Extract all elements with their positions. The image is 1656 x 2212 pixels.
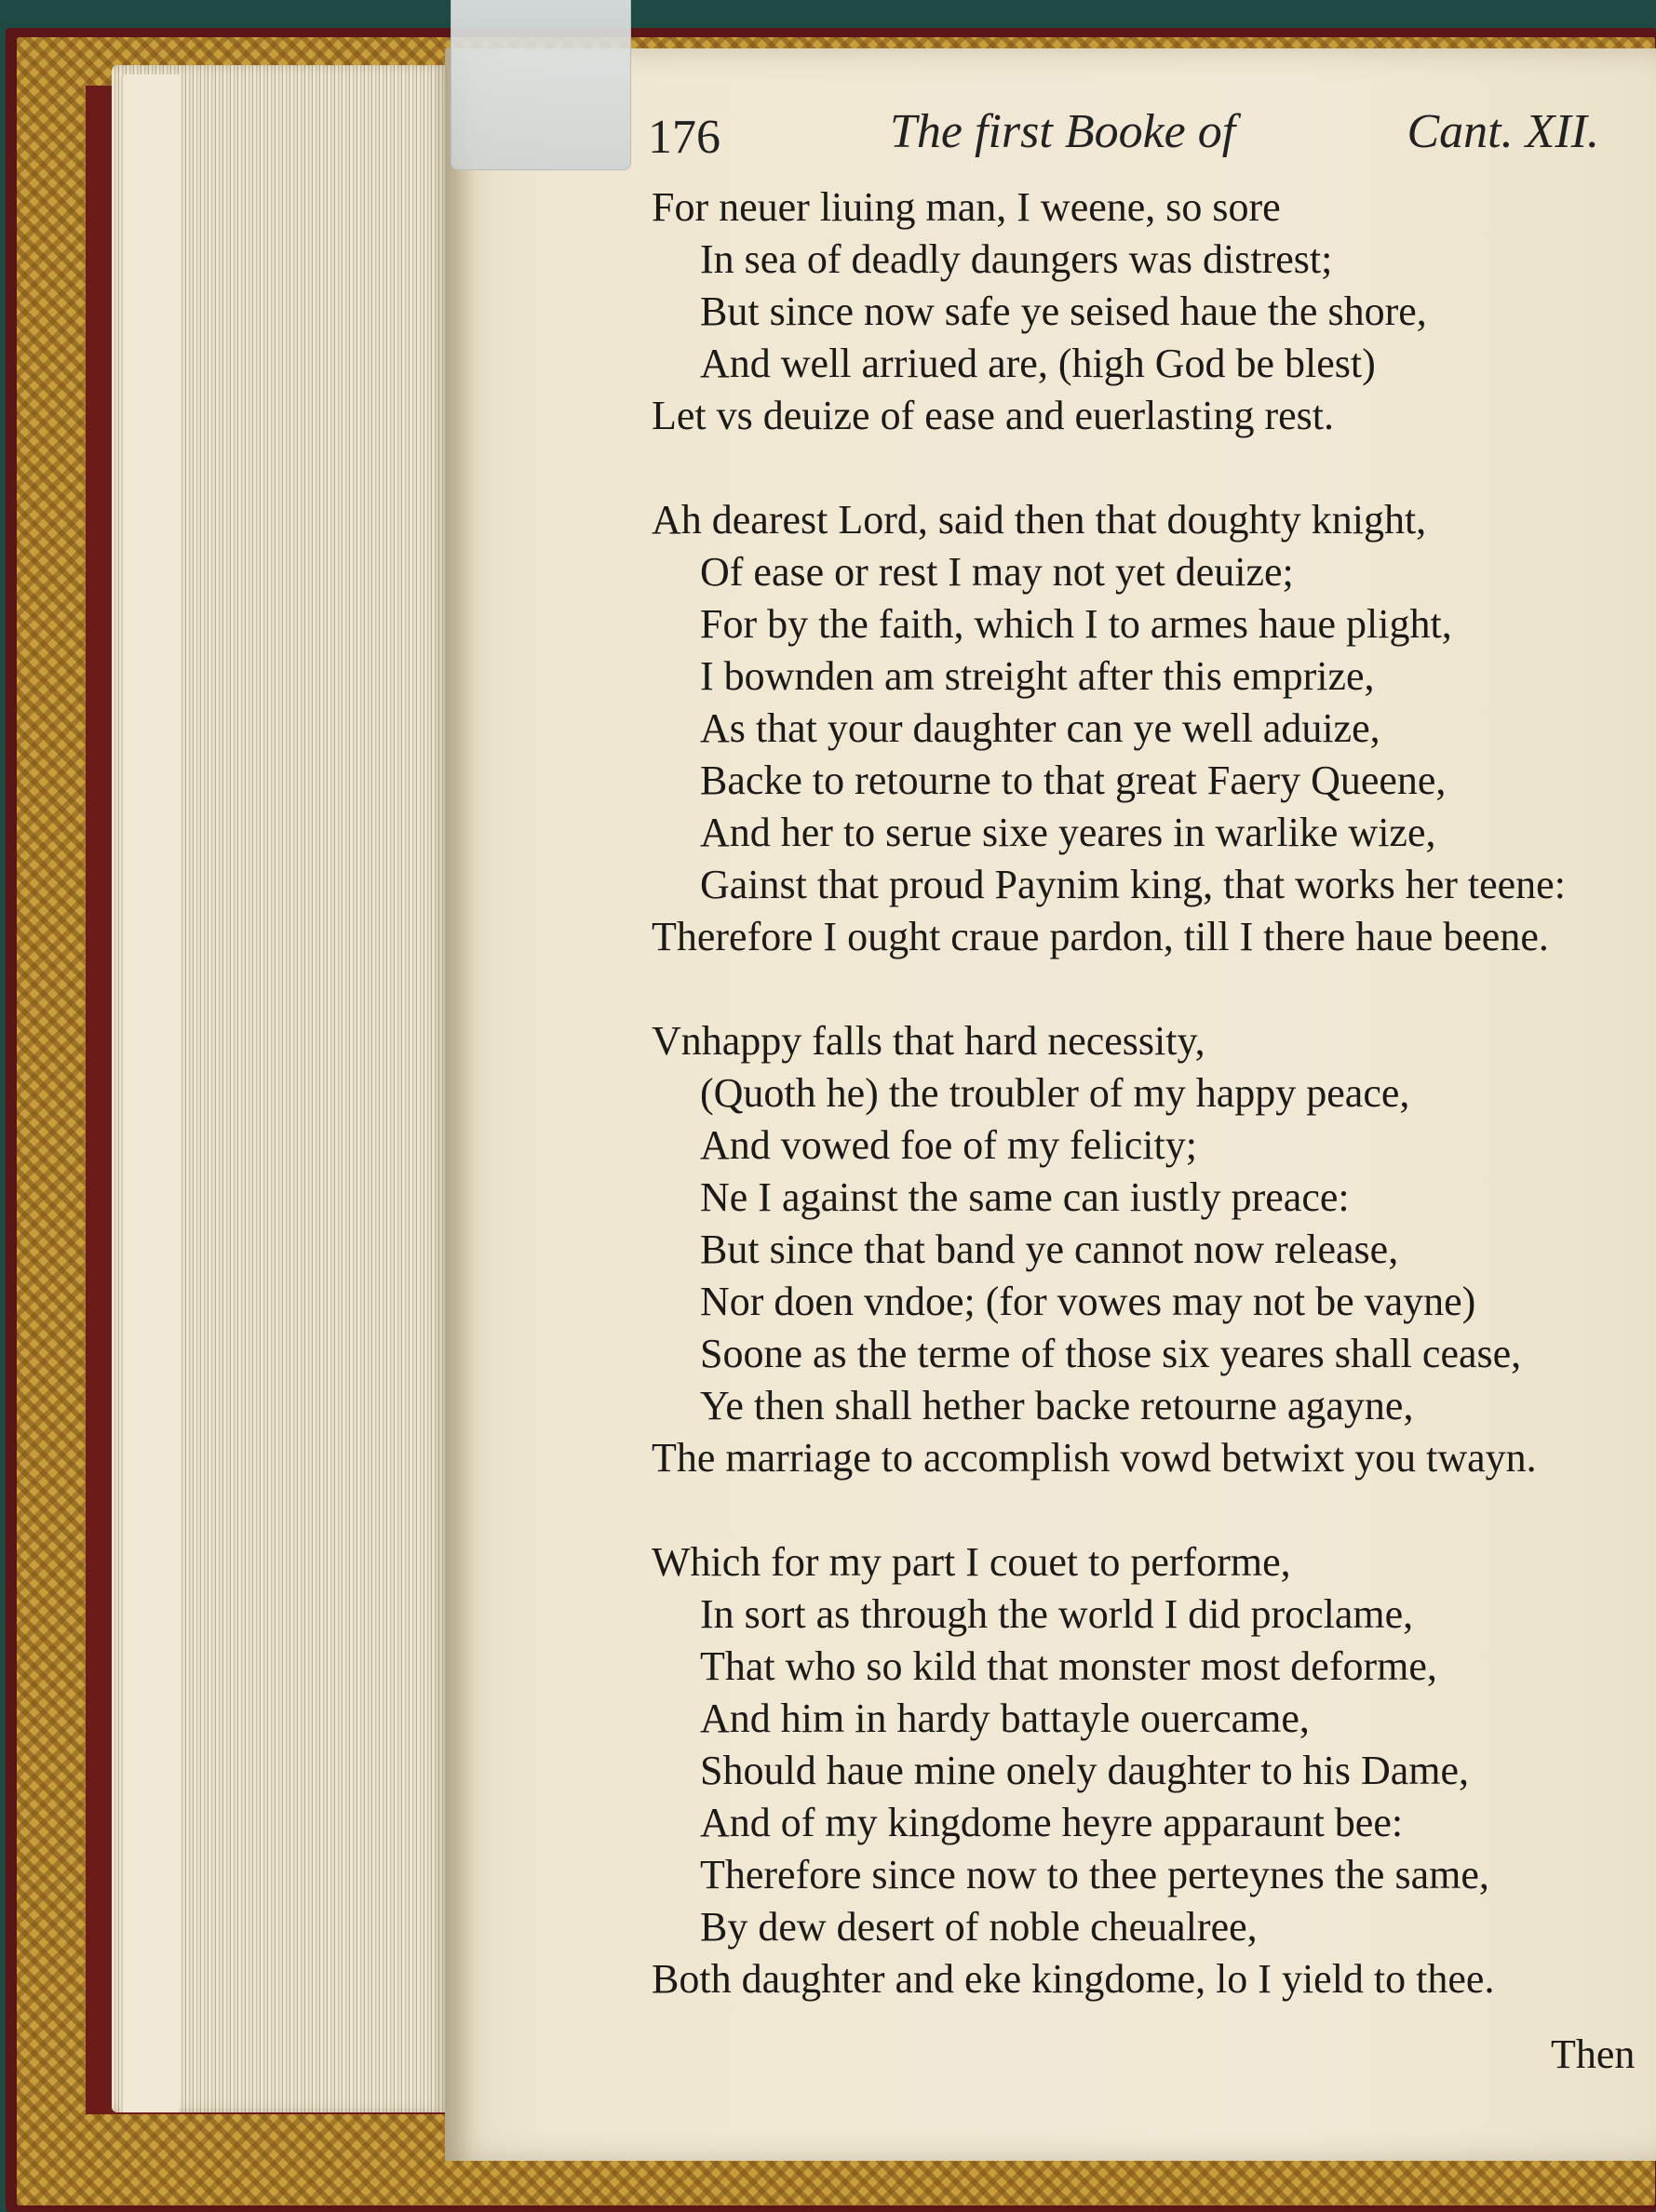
verse-line: Therefore I ought craue pardon, till I there haue beene. <box>652 914 1549 959</box>
verse-line: And of my kingdome heyre apparaunt bee: <box>700 1800 1404 1845</box>
verse-line: But since that band ye cannot now release, <box>700 1227 1399 1272</box>
page-clip <box>451 0 631 170</box>
verse-line: Which for my part I couet to performe, <box>652 1539 1291 1585</box>
verse-line: Nor doen vndoe; (for vowes may not be vayne) <box>700 1279 1476 1324</box>
verse-line: And him in hardy battayle ouercame, <box>700 1696 1310 1741</box>
verse-line: The marriage to accomplish vowd betwixt you twayn. <box>652 1435 1537 1481</box>
verse-line: In sea of deadly daungers was distrest; <box>700 236 1333 282</box>
verse-line: Ne I against the same can iustly preace: <box>700 1174 1350 1220</box>
verse-line: Gainst that proud Paynim king, that works her teene: <box>700 862 1566 907</box>
left-page-edge <box>121 74 179 2112</box>
verse-line: For by the faith, which I to armes haue plight, <box>700 601 1452 647</box>
verse-line: Both daughter and eke kingdome, lo I yield to thee. <box>652 1956 1495 2002</box>
stanza <box>652 1536 1629 2005</box>
verse-line: I bownden am streight after this emprize, <box>700 653 1375 699</box>
catchword: Then <box>1551 2031 1636 2077</box>
verse-line: Should haue mine onely daughter to his Dame, <box>700 1748 1470 1793</box>
verse-line: Ye then shall hether backe retourne agayne, <box>700 1383 1414 1428</box>
verse-line: And her to serue sixe yeares in warlike wize, <box>700 810 1436 855</box>
verse-line: Ah dearest Lord, said then that doughty knight, <box>652 497 1427 543</box>
verse-line: (Quoth he) the troubler of my happy peace, <box>700 1070 1410 1116</box>
verse-line: Of ease or rest I may not yet deuize; <box>700 549 1294 595</box>
verse-line: Soone as the terme of those six yeares shall cease, <box>700 1331 1522 1376</box>
verse-line: But since now safe ye seised haue the shore, <box>700 288 1427 334</box>
verse-line: And vowed foe of my felicity; <box>700 1122 1197 1168</box>
verse-line: That who so kild that monster most deforme, <box>700 1643 1437 1689</box>
running-header <box>648 104 1599 179</box>
verse-line: As that your daughter can ye well aduize, <box>700 705 1380 751</box>
verse-line: By dew desert of noble cheualree, <box>700 1904 1258 1950</box>
page-number: 176 <box>648 111 720 164</box>
verse-line: In sort as through the world I did proclame, <box>700 1591 1414 1637</box>
verse-line: Vnhappy falls that hard necessity, <box>652 1018 1205 1064</box>
poem-text <box>652 181 1629 2058</box>
verse-line: Therefore since now to thee perteynes the same, <box>700 1852 1489 1897</box>
stanza <box>652 181 1629 442</box>
verse-line: Backe to retourne to that great Faery Queene, <box>700 757 1447 803</box>
stanza <box>652 494 1629 963</box>
running-title: The first Booke of <box>890 105 1236 158</box>
verse-line: And well arriued are, (high God be blest) <box>700 341 1376 386</box>
canto-label: Cant. XII. <box>1407 105 1599 158</box>
verse-line: For neuer liuing man, I weene, so sore <box>652 184 1281 230</box>
verse-line: Let vs deuize of ease and euerlasting rest. <box>652 393 1335 438</box>
stanza <box>652 1015 1629 1484</box>
